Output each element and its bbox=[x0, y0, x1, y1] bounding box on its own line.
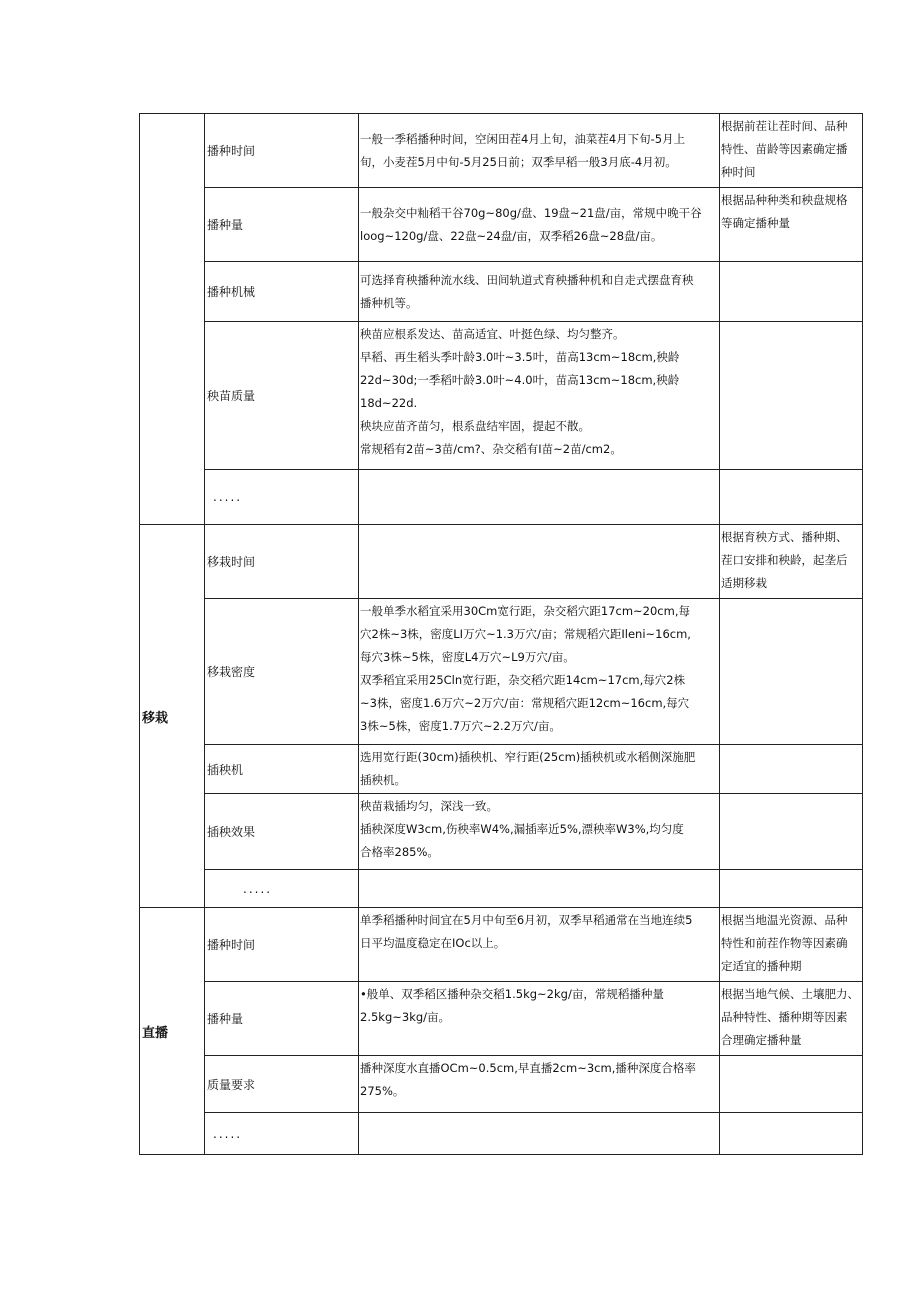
table-row bbox=[140, 525, 863, 599]
description-line: 旬，小麦茬5月中旬-5月25日前；双季早稻一般3月底-4月初。 bbox=[360, 154, 677, 169]
row-note bbox=[720, 322, 863, 470]
row-item-label: 秧苗质量 bbox=[205, 322, 359, 470]
description-line: 秧块应苗齐苗匀，根系盘结牢固，提起不散。 bbox=[360, 419, 590, 433]
note-line: 特性、苗龄等因素确定播 bbox=[721, 142, 848, 156]
description-line: 播种深度水直播OCm~0.5cm,早直播2cm~3cm,播种深度合格率 bbox=[360, 1061, 696, 1075]
description-line: 一般杂交中籼稻干谷70g~80g/盘、19盘~21盘/亩，常规中晚干谷 bbox=[360, 205, 702, 220]
description-line: •般单、双季稻区播种杂交稻1.5kg~2kg/亩，常规稻播种量 bbox=[360, 987, 664, 1001]
table-row bbox=[140, 794, 863, 870]
row-item-label: ..... bbox=[205, 870, 359, 908]
row-item-label: 播种机械 bbox=[205, 262, 359, 322]
row-note bbox=[720, 262, 863, 322]
note-line: 茬口安排和秧龄，起垄后 bbox=[721, 553, 848, 567]
row-item-label: 播种量 bbox=[205, 982, 359, 1056]
description-line: 插秧深度W3cm,伤秧率W4%,漏插率近5%,漂秧率W3%,均匀度 bbox=[360, 822, 684, 836]
note-line: 根据育秧方式、播种期、 bbox=[721, 530, 848, 544]
note-line: 合理确定播种量 bbox=[721, 1033, 802, 1047]
section-category bbox=[140, 114, 205, 525]
description-line: 一般一季稻播种时间，空闲田茬4月上旬，油菜茬4月下旬-5月上 bbox=[360, 131, 686, 146]
description-line: 双季稻宜采用25Cln宽行距，杂交稻穴距14cm~17cm,每穴2株 bbox=[360, 673, 686, 687]
row-item-label: ..... bbox=[205, 1113, 359, 1155]
description-line: 插秧机。 bbox=[360, 773, 406, 787]
description-line: 275%。 bbox=[360, 1084, 405, 1098]
description-line: 22d~30d;一季稻叶龄3.0叶~4.0叶，苗高13cm~18cm,秧龄 bbox=[360, 373, 680, 387]
table-row bbox=[140, 1113, 863, 1155]
description-line: 选用宽行距(30cm)插秧机、窄行距(25cm)插秧机或水稻侧深施肥 bbox=[360, 750, 696, 764]
description-line: 穴2株~3株，密度LI万穴~1.3万穴/亩；常规稻穴距Ileni~16cm, bbox=[360, 627, 691, 641]
row-note bbox=[720, 982, 863, 1056]
note-line: 适期移栽 bbox=[721, 576, 767, 590]
row-description bbox=[359, 1113, 720, 1155]
table-row bbox=[140, 908, 863, 982]
description-line: 一般单季水稻宜采用30Cm宽行距，杂交稻穴距17cm~20cm,每 bbox=[360, 604, 690, 618]
row-description bbox=[359, 114, 720, 188]
description-line: 18d~22d. bbox=[360, 396, 418, 410]
table-row bbox=[140, 870, 863, 908]
row-description bbox=[359, 794, 720, 870]
spec-table bbox=[139, 113, 863, 1155]
description-line: 每穴3株~5株，密度L4万穴~L9万穴/亩。 bbox=[360, 650, 575, 664]
description-line: 3株~5株，密度1.7万穴~2.2万穴/亩。 bbox=[360, 719, 561, 733]
description-line: 日平均温度稳定在IOc以上。 bbox=[360, 936, 506, 950]
table-row bbox=[140, 1056, 863, 1113]
note-line: 种时间 bbox=[721, 165, 756, 179]
note-line: 根据前茬让茬时间、品种 bbox=[721, 119, 848, 133]
row-note bbox=[720, 114, 863, 188]
table-row bbox=[140, 599, 863, 745]
description-line: 早稻、再生稻头季叶龄3.0叶~3.5叶，苗高13cm~18cm,秧龄 bbox=[360, 350, 680, 364]
row-item-label: 移栽密度 bbox=[205, 599, 359, 745]
row-note bbox=[720, 745, 863, 794]
note-line: 根据品种种类和秧盘规格 bbox=[721, 193, 848, 207]
note-line: 等确定播种量 bbox=[721, 216, 790, 230]
row-note bbox=[720, 599, 863, 745]
row-description bbox=[359, 908, 720, 982]
row-description bbox=[359, 1056, 720, 1113]
row-note bbox=[720, 525, 863, 599]
row-item-label: 质量要求 bbox=[205, 1056, 359, 1113]
row-item-label: 播种时间 bbox=[205, 114, 359, 188]
row-description bbox=[359, 322, 720, 470]
row-note bbox=[720, 1056, 863, 1113]
row-description bbox=[359, 262, 720, 322]
row-item-label: 插秧效果 bbox=[205, 794, 359, 870]
row-note bbox=[720, 870, 863, 908]
table-row bbox=[140, 322, 863, 470]
table-row bbox=[140, 745, 863, 794]
row-item-label: 播种量 bbox=[205, 188, 359, 262]
section-category: 移栽 bbox=[140, 525, 205, 908]
note-line: 特性和前茬作物等因素确 bbox=[721, 936, 848, 950]
note-line: 根据当地温光资源、品种 bbox=[721, 913, 848, 927]
description-line: loog~120g/盘、22盘~24盘/亩，双季稻26盘~28盘/亩。 bbox=[360, 228, 663, 243]
description-line: 常规稻有2苗~3苗/cm?、杂交稻有I苗~2苗/cm2。 bbox=[360, 442, 622, 456]
description-line: 秧苗应根系发达、苗高适宜、叶挺色绿、均匀整齐。 bbox=[360, 327, 625, 341]
row-note bbox=[720, 794, 863, 870]
row-note bbox=[720, 1113, 863, 1155]
row-item-label: 移栽时间 bbox=[205, 525, 359, 599]
description-line: 播种机等。 bbox=[360, 295, 418, 310]
description-line: 可选择育秧播种流水线、田间轨道式育秧播种机和自走式摆盘育秧 bbox=[360, 272, 694, 287]
table-row bbox=[140, 470, 863, 525]
note-line: 定适宜的播种期 bbox=[721, 959, 802, 973]
description-line: 秧苗栽插均匀，深浅一致。 bbox=[360, 799, 498, 813]
row-item-label: ..... bbox=[205, 470, 359, 525]
row-item-label: 播种时间 bbox=[205, 908, 359, 982]
description-line: ~3株，密度1.6万穴~2万穴/亩：常规稻穴距12cm~16cm,每穴 bbox=[360, 696, 690, 710]
row-item-label: 插秧机 bbox=[205, 745, 359, 794]
table-row bbox=[140, 262, 863, 322]
note-line: 根据当地气候、土壤肥力、 bbox=[721, 987, 859, 1001]
row-note bbox=[720, 908, 863, 982]
row-description bbox=[359, 870, 720, 908]
section-category: 直播 bbox=[140, 908, 205, 1155]
description-line: 单季稻播种时间宜在5月中旬至6月初，双季早稻通常在当地连续5 bbox=[360, 913, 693, 927]
row-description bbox=[359, 745, 720, 794]
description-line: 2.5kg~3kg/亩。 bbox=[360, 1010, 451, 1024]
table-row bbox=[140, 188, 863, 262]
row-description bbox=[359, 470, 720, 525]
spec-table-body bbox=[140, 114, 863, 1155]
row-description bbox=[359, 599, 720, 745]
row-description bbox=[359, 525, 720, 599]
table-row bbox=[140, 114, 863, 188]
row-note bbox=[720, 188, 863, 262]
table-row bbox=[140, 982, 863, 1056]
note-line: 品种特性、播种期等因素 bbox=[721, 1010, 848, 1024]
description-line: 合格率285%。 bbox=[360, 845, 439, 859]
row-description bbox=[359, 982, 720, 1056]
row-description bbox=[359, 188, 720, 262]
row-note bbox=[720, 470, 863, 525]
